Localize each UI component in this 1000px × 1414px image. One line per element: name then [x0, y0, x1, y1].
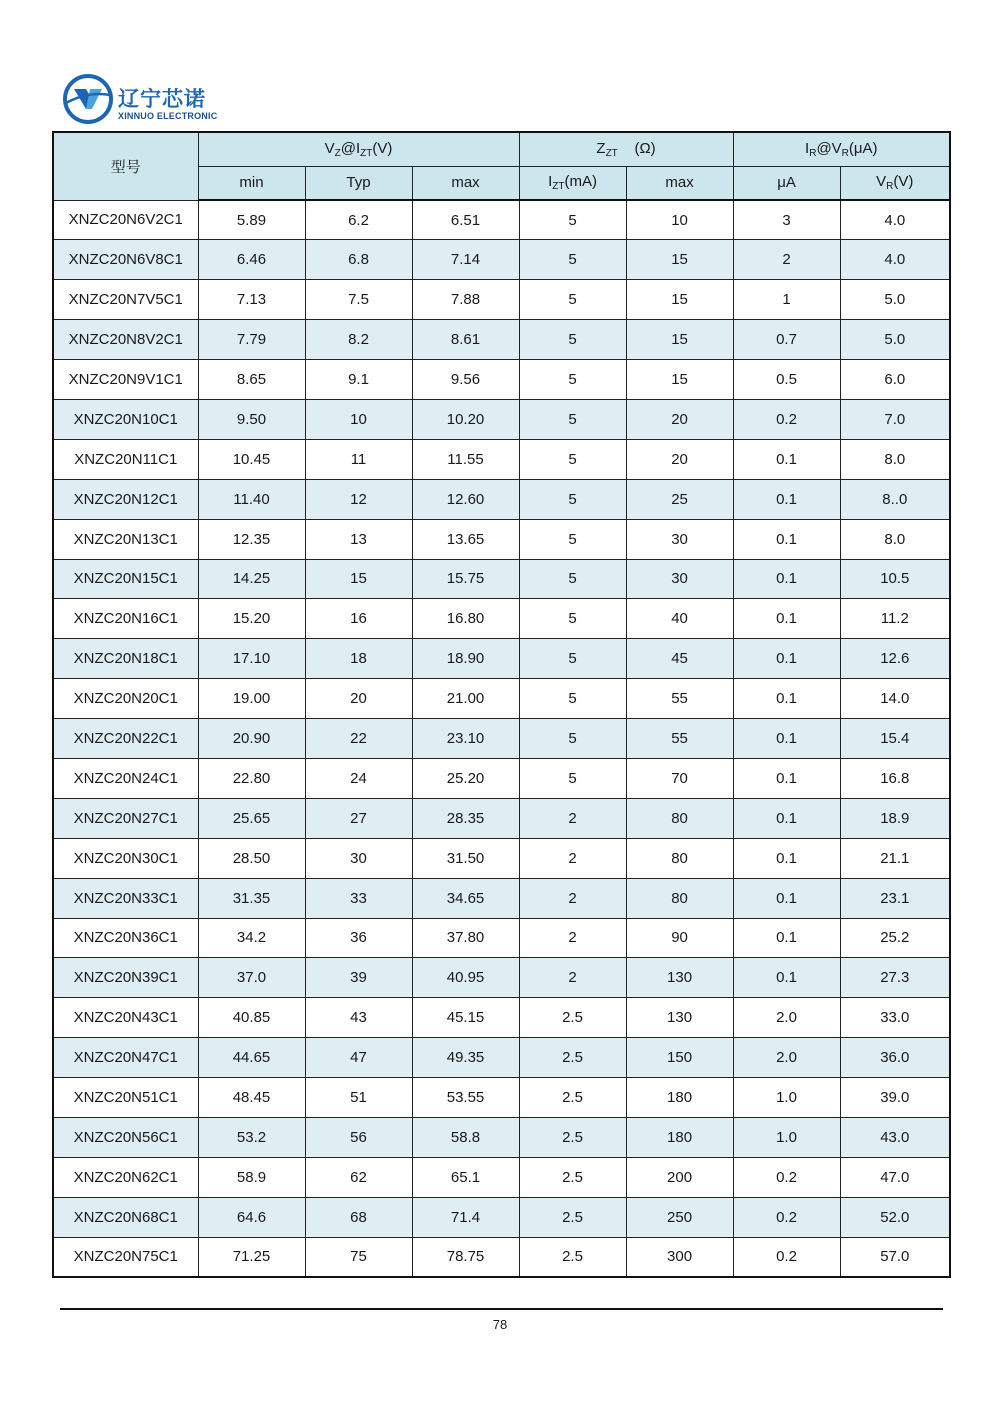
- cell-zzt-max: 250: [626, 1197, 733, 1237]
- cell-vz-typ: 9.1: [305, 360, 412, 400]
- table-row: [53, 758, 950, 798]
- table-row: [53, 559, 950, 599]
- table-row: [53, 439, 950, 479]
- cell-vz-typ: 47: [305, 1038, 412, 1078]
- cell-ir: 1.0: [733, 1078, 840, 1118]
- cell-model: XNZC20N8V2C1: [53, 320, 198, 360]
- cell-izt: 2.5: [519, 1157, 626, 1197]
- table-row: [53, 519, 950, 559]
- cell-izt: 5: [519, 758, 626, 798]
- cell-ir: 0.1: [733, 439, 840, 479]
- cell-vz-min: 5.89: [198, 200, 305, 240]
- cell-vz-typ: 10: [305, 399, 412, 439]
- cell-vz-min: 7.79: [198, 320, 305, 360]
- cell-model: XNZC20N11C1: [53, 439, 198, 479]
- cell-zzt-max: 200: [626, 1157, 733, 1197]
- cell-vz-min: 71.25: [198, 1237, 305, 1277]
- cell-vr: 21.1: [840, 838, 950, 878]
- cell-vz-max: 49.35: [412, 1038, 519, 1078]
- cell-vz-min: 37.0: [198, 958, 305, 998]
- cell-vz-min: 15.20: [198, 599, 305, 639]
- table-body: [53, 200, 950, 1277]
- xinnuo-logo-icon: [62, 73, 114, 125]
- cell-izt: 5: [519, 240, 626, 280]
- cell-zzt-max: 30: [626, 519, 733, 559]
- cell-ir: 0.1: [733, 639, 840, 679]
- cell-izt: 2: [519, 878, 626, 918]
- cell-model: XNZC20N16C1: [53, 599, 198, 639]
- cell-model: XNZC20N6V8C1: [53, 240, 198, 280]
- cell-model: XNZC20N12C1: [53, 479, 198, 519]
- cell-ir: 2.0: [733, 1038, 840, 1078]
- cell-vr: 52.0: [840, 1197, 950, 1237]
- cell-ir: 3: [733, 200, 840, 240]
- cell-ir: 1: [733, 280, 840, 320]
- cell-zzt-max: 130: [626, 958, 733, 998]
- cell-ir: 0.1: [733, 599, 840, 639]
- cell-vz-min: 64.6: [198, 1197, 305, 1237]
- cell-vz-min: 40.85: [198, 998, 305, 1038]
- table-row: [53, 1038, 950, 1078]
- header-vr: $V_R(V)$: [840, 166, 950, 200]
- cell-zzt-max: 45: [626, 639, 733, 679]
- cell-vr: 10.5: [840, 559, 950, 599]
- cell-izt: 2.5: [519, 1117, 626, 1157]
- cell-ir: 0.2: [733, 1157, 840, 1197]
- cell-izt: 5: [519, 719, 626, 759]
- cell-zzt-max: 150: [626, 1038, 733, 1078]
- cell-model: XNZC20N68C1: [53, 1197, 198, 1237]
- footer-divider: [60, 1308, 943, 1310]
- cell-izt: 5: [519, 280, 626, 320]
- cell-ir: 0.1: [733, 958, 840, 998]
- cell-vz-typ: 16: [305, 599, 412, 639]
- cell-vz-min: 25.65: [198, 798, 305, 838]
- cell-vz-typ: 13: [305, 519, 412, 559]
- cell-izt: 5: [519, 479, 626, 519]
- cell-vz-min: 11.40: [198, 479, 305, 519]
- cell-vz-min: 8.65: [198, 360, 305, 400]
- cell-vz-max: 28.35: [412, 798, 519, 838]
- cell-zzt-max: 10: [626, 200, 733, 240]
- cell-izt: 5: [519, 639, 626, 679]
- table-row: [53, 320, 950, 360]
- cell-ir: 1.0: [733, 1117, 840, 1157]
- cell-vz-typ: 18: [305, 639, 412, 679]
- cell-vr: 4.0: [840, 240, 950, 280]
- table-row: [53, 1197, 950, 1237]
- table-row: [53, 918, 950, 958]
- cell-zzt-max: 80: [626, 878, 733, 918]
- cell-model: XNZC20N51C1: [53, 1078, 198, 1118]
- cell-vz-typ: 15: [305, 559, 412, 599]
- header-zzt-max: max: [626, 166, 733, 200]
- cell-vz-max: 15.75: [412, 559, 519, 599]
- table-row: [53, 798, 950, 838]
- cell-model: XNZC20N24C1: [53, 758, 198, 798]
- cell-vz-typ: 62: [305, 1157, 412, 1197]
- cell-zzt-max: 40: [626, 599, 733, 639]
- cell-vr: 47.0: [840, 1157, 950, 1197]
- cell-zzt-max: 70: [626, 758, 733, 798]
- cell-vz-min: 10.45: [198, 439, 305, 479]
- cell-ir: 0.1: [733, 918, 840, 958]
- cell-vr: 4.0: [840, 200, 950, 240]
- cell-vz-typ: 7.5: [305, 280, 412, 320]
- cell-vz-min: 20.90: [198, 719, 305, 759]
- table-row: [53, 1157, 950, 1197]
- cell-izt: 2: [519, 958, 626, 998]
- table-row: [53, 639, 950, 679]
- cell-izt: 5: [519, 200, 626, 240]
- cell-zzt-max: 90: [626, 918, 733, 958]
- cell-vz-typ: 8.2: [305, 320, 412, 360]
- cell-model: XNZC20N13C1: [53, 519, 198, 559]
- cell-model: XNZC20N39C1: [53, 958, 198, 998]
- cell-vr: 16.8: [840, 758, 950, 798]
- cell-vz-typ: 24: [305, 758, 412, 798]
- cell-vz-max: 31.50: [412, 838, 519, 878]
- cell-vz-typ: 51: [305, 1078, 412, 1118]
- cell-ir: 0.1: [733, 838, 840, 878]
- cell-vz-max: 10.20: [412, 399, 519, 439]
- cell-zzt-max: 15: [626, 360, 733, 400]
- cell-zzt-max: 25: [626, 479, 733, 519]
- logo-chinese-name: 辽宁芯诺: [118, 87, 206, 111]
- cell-vz-max: 7.88: [412, 280, 519, 320]
- cell-zzt-max: 180: [626, 1117, 733, 1157]
- spec-table: [52, 131, 951, 1278]
- cell-vz-min: 34.2: [198, 918, 305, 958]
- logo-english-name: XINNUO ELECTRONIC: [118, 111, 218, 121]
- cell-vz-max: 45.15: [412, 998, 519, 1038]
- cell-zzt-max: 20: [626, 439, 733, 479]
- cell-vz-min: 48.45: [198, 1078, 305, 1118]
- cell-vz-max: 71.4: [412, 1197, 519, 1237]
- table-row: [53, 1237, 950, 1277]
- cell-vz-typ: 68: [305, 1197, 412, 1237]
- cell-vz-max: 40.95: [412, 958, 519, 998]
- cell-model: XNZC20N6V2C1: [53, 200, 198, 240]
- table-row: [53, 200, 950, 240]
- cell-vz-typ: 39: [305, 958, 412, 998]
- cell-izt: 2.5: [519, 1038, 626, 1078]
- cell-izt: 2: [519, 838, 626, 878]
- cell-vr: 7.0: [840, 399, 950, 439]
- cell-vr: 33.0: [840, 998, 950, 1038]
- cell-ir: 0.1: [733, 559, 840, 599]
- cell-model: XNZC20N36C1: [53, 918, 198, 958]
- cell-zzt-max: 30: [626, 559, 733, 599]
- cell-vz-typ: 20: [305, 679, 412, 719]
- cell-zzt-max: 15: [626, 320, 733, 360]
- cell-vz-min: 53.2: [198, 1117, 305, 1157]
- cell-vr: 6.0: [840, 360, 950, 400]
- cell-zzt-max: 55: [626, 719, 733, 759]
- cell-ir: 0.1: [733, 878, 840, 918]
- cell-vr: 5.0: [840, 280, 950, 320]
- cell-vr: 18.9: [840, 798, 950, 838]
- cell-izt: 5: [519, 360, 626, 400]
- header-vz-max: max: [412, 166, 519, 200]
- cell-vz-max: 78.75: [412, 1237, 519, 1277]
- cell-vz-typ: 75: [305, 1237, 412, 1277]
- cell-zzt-max: 80: [626, 838, 733, 878]
- cell-izt: 5: [519, 679, 626, 719]
- cell-ir: 0.1: [733, 798, 840, 838]
- table-row: [53, 958, 950, 998]
- cell-ir: 0.1: [733, 519, 840, 559]
- cell-vr: 43.0: [840, 1117, 950, 1157]
- cell-vz-min: 31.35: [198, 878, 305, 918]
- cell-vz-max: 16.80: [412, 599, 519, 639]
- table-row: [53, 360, 950, 400]
- cell-model: XNZC20N10C1: [53, 399, 198, 439]
- cell-vz-max: 7.14: [412, 240, 519, 280]
- cell-izt: 2.5: [519, 1237, 626, 1277]
- cell-ir: 2.0: [733, 998, 840, 1038]
- table-row: [53, 878, 950, 918]
- cell-vz-typ: 43: [305, 998, 412, 1038]
- cell-vz-typ: 33: [305, 878, 412, 918]
- cell-vz-max: 13.65: [412, 519, 519, 559]
- table-row: [53, 280, 950, 320]
- cell-vr: 39.0: [840, 1078, 950, 1118]
- cell-model: XNZC20N47C1: [53, 1038, 198, 1078]
- cell-vz-typ: 27: [305, 798, 412, 838]
- page-number: 78: [492, 1317, 508, 1332]
- cell-vz-min: 17.10: [198, 639, 305, 679]
- cell-model: XNZC20N7V5C1: [53, 280, 198, 320]
- table-row: [53, 1078, 950, 1118]
- cell-model: XNZC20N27C1: [53, 798, 198, 838]
- cell-vr: 25.2: [840, 918, 950, 958]
- header-model: 型号: [53, 132, 198, 200]
- cell-vr: 11.2: [840, 599, 950, 639]
- cell-izt: 2.5: [519, 1197, 626, 1237]
- cell-vz-max: 58.8: [412, 1117, 519, 1157]
- cell-vz-max: 65.1: [412, 1157, 519, 1197]
- cell-vz-min: 19.00: [198, 679, 305, 719]
- cell-ir: 0.2: [733, 399, 840, 439]
- cell-izt: 5: [519, 559, 626, 599]
- table-row: [53, 599, 950, 639]
- cell-vr: 14.0: [840, 679, 950, 719]
- table-row: [53, 479, 950, 519]
- header-vz-typ: Typ: [305, 166, 412, 200]
- cell-model: XNZC20N75C1: [53, 1237, 198, 1277]
- cell-vz-min: 28.50: [198, 838, 305, 878]
- cell-vz-max: 11.55: [412, 439, 519, 479]
- cell-vz-typ: 11: [305, 439, 412, 479]
- cell-vz-min: 12.35: [198, 519, 305, 559]
- cell-vz-typ: 6.8: [305, 240, 412, 280]
- cell-vr: 8.0: [840, 519, 950, 559]
- cell-vz-max: 9.56: [412, 360, 519, 400]
- cell-vz-typ: 6.2: [305, 200, 412, 240]
- cell-model: XNZC20N22C1: [53, 719, 198, 759]
- cell-zzt-max: 55: [626, 679, 733, 719]
- cell-vz-max: 12.60: [412, 479, 519, 519]
- cell-vz-max: 18.90: [412, 639, 519, 679]
- cell-vr: 57.0: [840, 1237, 950, 1277]
- cell-model: XNZC20N9V1C1: [53, 360, 198, 400]
- cell-vz-typ: 36: [305, 918, 412, 958]
- table-row: [53, 240, 950, 280]
- cell-model: XNZC20N30C1: [53, 838, 198, 878]
- cell-ir: 0.1: [733, 679, 840, 719]
- table-row: [53, 1117, 950, 1157]
- cell-zzt-max: 180: [626, 1078, 733, 1118]
- cell-zzt-max: 15: [626, 240, 733, 280]
- cell-izt: 5: [519, 599, 626, 639]
- cell-vr: 15.4: [840, 719, 950, 759]
- cell-zzt-max: 80: [626, 798, 733, 838]
- company-logo: [62, 73, 222, 129]
- cell-vz-max: 34.65: [412, 878, 519, 918]
- cell-vz-min: 6.46: [198, 240, 305, 280]
- cell-model: XNZC20N43C1: [53, 998, 198, 1038]
- cell-izt: 5: [519, 399, 626, 439]
- header-zzt-group: $Z_{ZT}$ (Ω): [519, 132, 733, 166]
- cell-vr: 23.1: [840, 878, 950, 918]
- cell-zzt-max: 20: [626, 399, 733, 439]
- cell-ir: 0.7: [733, 320, 840, 360]
- header-ir-ua: μA: [733, 166, 840, 200]
- cell-ir: 2: [733, 240, 840, 280]
- cell-model: XNZC20N18C1: [53, 639, 198, 679]
- cell-vz-max: 23.10: [412, 719, 519, 759]
- table-row: [53, 399, 950, 439]
- cell-model: XNZC20N62C1: [53, 1157, 198, 1197]
- cell-izt: 5: [519, 439, 626, 479]
- cell-vr: 5.0: [840, 320, 950, 360]
- cell-model: XNZC20N15C1: [53, 559, 198, 599]
- cell-zzt-max: 15: [626, 280, 733, 320]
- cell-izt: 5: [519, 320, 626, 360]
- cell-vz-typ: 56: [305, 1117, 412, 1157]
- header-vz-min: min: [198, 166, 305, 200]
- cell-vz-max: 21.00: [412, 679, 519, 719]
- cell-vr: 8.0: [840, 439, 950, 479]
- cell-izt: 5: [519, 519, 626, 559]
- header-izt: $I_{ZT}(mA)$: [519, 166, 626, 200]
- cell-ir: 0.2: [733, 1237, 840, 1277]
- cell-izt: 2: [519, 798, 626, 838]
- cell-vz-max: 8.61: [412, 320, 519, 360]
- cell-model: XNZC20N20C1: [53, 679, 198, 719]
- cell-vz-min: 14.25: [198, 559, 305, 599]
- cell-zzt-max: 130: [626, 998, 733, 1038]
- table-row: [53, 679, 950, 719]
- cell-vz-min: 9.50: [198, 399, 305, 439]
- cell-ir: 0.1: [733, 479, 840, 519]
- table-row: [53, 838, 950, 878]
- cell-vz-min: 22.80: [198, 758, 305, 798]
- table-row: [53, 719, 950, 759]
- cell-vz-min: 58.9: [198, 1157, 305, 1197]
- cell-vz-typ: 22: [305, 719, 412, 759]
- table-row: [53, 998, 950, 1038]
- cell-ir: 0.1: [733, 719, 840, 759]
- cell-vz-min: 44.65: [198, 1038, 305, 1078]
- cell-vr: 36.0: [840, 1038, 950, 1078]
- cell-vz-max: 37.80: [412, 918, 519, 958]
- cell-izt: 2.5: [519, 1078, 626, 1118]
- cell-vz-max: 6.51: [412, 200, 519, 240]
- cell-zzt-max: 300: [626, 1237, 733, 1277]
- cell-model: XNZC20N33C1: [53, 878, 198, 918]
- cell-vr: 8..0: [840, 479, 950, 519]
- cell-ir: 0.1: [733, 758, 840, 798]
- cell-ir: 0.5: [733, 360, 840, 400]
- cell-izt: 2: [519, 918, 626, 958]
- cell-vz-min: 7.13: [198, 280, 305, 320]
- cell-vz-typ: 30: [305, 838, 412, 878]
- header-vz-group: $V_Z@I_{ZT}(V)$: [198, 132, 519, 166]
- cell-vz-max: 25.20: [412, 758, 519, 798]
- header-ir-group: $I_R@V_R(\mu A)$: [733, 132, 950, 166]
- cell-vr: 12.6: [840, 639, 950, 679]
- cell-vz-max: 53.55: [412, 1078, 519, 1118]
- cell-vr: 27.3: [840, 958, 950, 998]
- cell-izt: 2.5: [519, 998, 626, 1038]
- cell-ir: 0.2: [733, 1197, 840, 1237]
- cell-model: XNZC20N56C1: [53, 1117, 198, 1157]
- cell-vz-typ: 12: [305, 479, 412, 519]
